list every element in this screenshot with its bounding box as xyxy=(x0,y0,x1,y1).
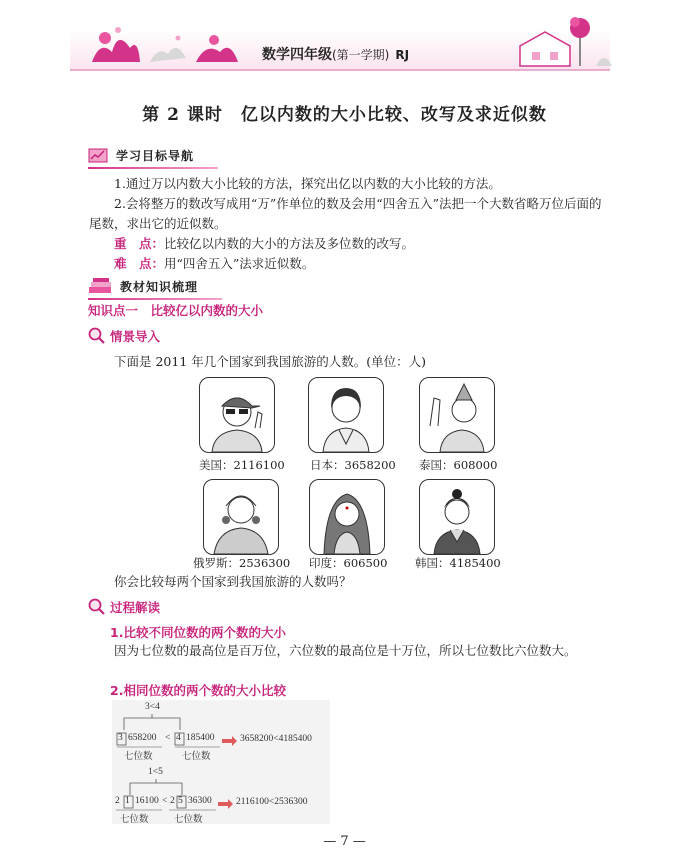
ex1-a-rest: 658200 xyxy=(128,733,157,743)
book-title: 数学四年级(第一学期) RJ xyxy=(262,47,410,63)
term-label: (第一学期) xyxy=(332,48,390,62)
country-card-russia xyxy=(203,479,279,555)
page-number: — 7 — xyxy=(323,834,366,849)
caption-japan: 日本：3658200 xyxy=(310,458,396,472)
process-heading: 过程解读 xyxy=(88,598,160,616)
page-header xyxy=(0,0,689,84)
goal-item-2: 2.会将整万的数改写成用“万”作单位的数及会用“四舍五入”法把一个大数省略万位后面的尾数，求出它的近似数。 xyxy=(89,196,602,231)
magnifier-icon xyxy=(88,598,106,616)
ex2-b-rest: 36300 xyxy=(188,796,212,806)
indian-woman-icon xyxy=(310,480,384,554)
knowledge-point-title: 知识点一 比较亿以内数的大小 xyxy=(88,303,264,318)
ex1-op: < xyxy=(165,733,171,743)
caption-korea: 韩国：4185400 xyxy=(415,556,501,570)
ex2-top: 1<5 xyxy=(148,767,163,777)
key-text: 比较亿以内数的大小的方法及多位数的改写。 xyxy=(164,236,415,251)
kimono-girl-icon xyxy=(309,378,383,452)
ex2-a-first: 2 xyxy=(115,796,120,806)
ex2-label-a: 七位数 xyxy=(120,815,149,825)
ex2-label-b: 七位数 xyxy=(174,815,203,825)
difficult-label: 难 点： xyxy=(114,256,165,271)
lesson-title: 第 2 课时 亿以内数的大小比较、改写及求近似数 xyxy=(142,105,547,125)
ex1-result: 3658200<4185400 xyxy=(240,734,312,744)
russian-girl-icon xyxy=(204,480,278,554)
country-card-india xyxy=(309,479,385,555)
caption-india: 印度：606500 xyxy=(309,556,388,570)
ex2-a-second: 1 xyxy=(125,796,130,806)
ex1-label-b: 七位数 xyxy=(182,752,211,762)
country-card-usa xyxy=(199,377,275,453)
chart-book-icon xyxy=(88,146,110,164)
ex2-op: < xyxy=(162,796,168,806)
country-card-thailand xyxy=(419,377,495,453)
ex1-b-first: 4 xyxy=(176,733,181,743)
ex1-top: 3<4 xyxy=(145,702,160,712)
difficult-point xyxy=(89,254,609,274)
books-icon xyxy=(88,277,114,295)
arrow-icon xyxy=(222,736,237,746)
korean-woman-icon xyxy=(420,480,494,554)
intro-text: 下面是 2011 年几个国家到我国旅游的人数。(单位：人) xyxy=(114,354,427,369)
arrow-icon xyxy=(218,799,233,809)
ex2-result: 2116100<2536300 xyxy=(236,797,308,807)
goal-item-1: 1.通过万以内数大小比较的方法，探究出亿以内数的大小比较的方法。 xyxy=(114,176,501,191)
caption-usa: 美国：2116100 xyxy=(199,458,285,472)
step-1-text: 因为七位数的最高位是百万位，六位数的最高位是十万位，所以七位数比六位数大。 xyxy=(114,643,577,658)
magnifier-icon xyxy=(88,327,106,345)
ex2-a-rest: 16100 xyxy=(135,796,159,806)
ex1-a-first: 3 xyxy=(118,733,123,743)
goals-heading: 学习目标导航 xyxy=(88,144,194,166)
comparison-diagram xyxy=(112,700,330,824)
caption-thailand: 泰国：608000 xyxy=(419,458,498,472)
key-label: 重 点： xyxy=(114,236,165,251)
intro-heading: 情景导入 xyxy=(88,327,160,345)
ex1-label-a: 七位数 xyxy=(124,752,153,762)
country-card-japan xyxy=(308,377,384,453)
step-1-title: 1.比较不同位数的两个数的大小 xyxy=(110,625,286,640)
ex2-b-second: 5 xyxy=(178,796,183,806)
ex2-b-first: 2 xyxy=(170,796,175,806)
thai-dancer-icon xyxy=(420,378,494,452)
header-decoration xyxy=(0,0,689,84)
key-point xyxy=(89,234,609,254)
cap-boy-icon xyxy=(200,378,274,452)
question-text: 你会比较每两个国家到我国旅游的人数吗？ xyxy=(114,574,352,589)
step-2-title: 2.相同位数的两个数的大小比较 xyxy=(110,683,286,698)
difficult-text: 用“四舍五入”法求近似数。 xyxy=(164,256,315,271)
ex1-b-rest: 185400 xyxy=(186,733,215,743)
country-card-korea xyxy=(419,479,495,555)
knowledge-heading: 教材知识梳理 xyxy=(88,275,198,297)
caption-russia: 俄罗斯：2536300 xyxy=(193,556,291,570)
edition-label: RJ xyxy=(395,48,410,62)
